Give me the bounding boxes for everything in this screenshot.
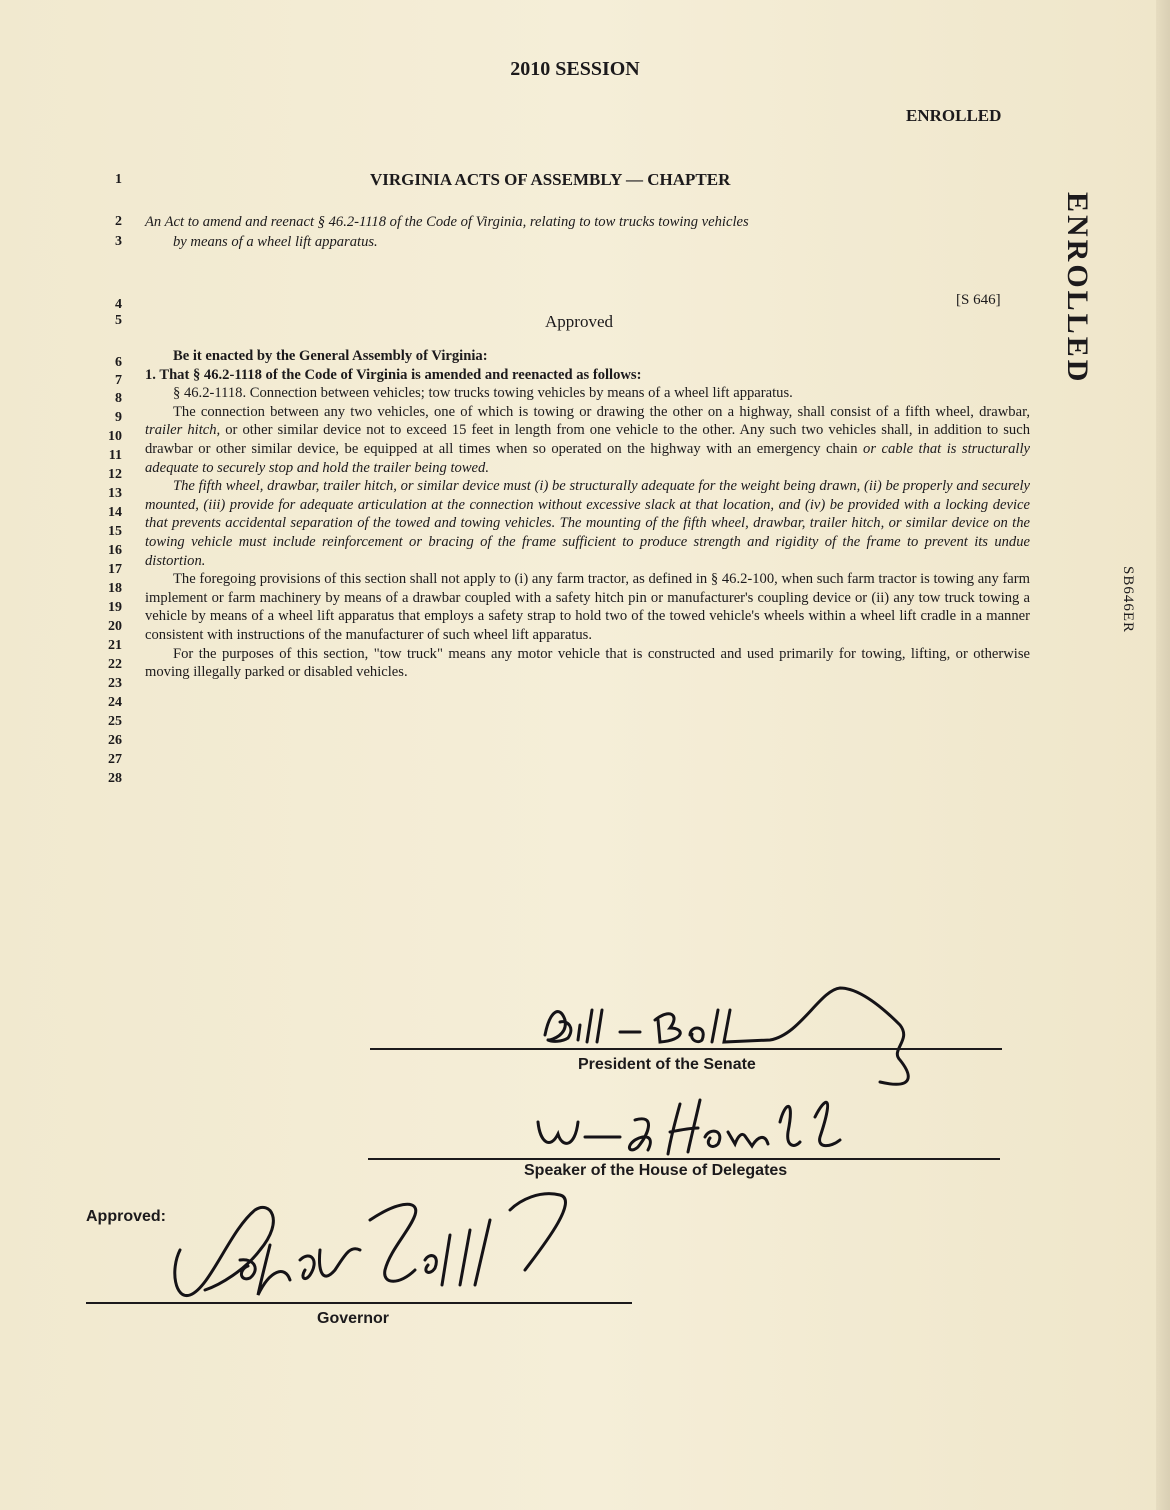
line-number: 9 xyxy=(115,410,122,425)
line-number: 15 xyxy=(108,524,122,539)
bill-body xyxy=(145,347,1030,682)
line-number: 27 xyxy=(108,752,122,767)
paragraph-text: or other similar device not to exceed 15 feet in length from one vehicle to the other. Any such two vehicles shall, in addition to such drawbar or other similar device, be equipped at all times when so operated on the highway with an emergency chain xyxy=(145,422,1030,457)
inserted-text: or cable that is structurally adequate to securely stop and hold the trailer being towed. xyxy=(145,440,1030,476)
line-number: 14 xyxy=(108,505,122,520)
line-number: 24 xyxy=(108,695,122,710)
line-number: 4 xyxy=(115,297,122,312)
enrolled-label: ENROLLED xyxy=(906,106,1002,125)
approved-label: Approved: xyxy=(86,1208,166,1225)
paragraph-1 xyxy=(145,403,1030,477)
line-number: 28 xyxy=(108,771,122,786)
side-bill-code: SB646ER xyxy=(1120,566,1136,634)
line-number: 20 xyxy=(108,619,122,634)
governor-caption: Governor xyxy=(317,1310,390,1327)
page-edge xyxy=(1156,0,1170,1510)
line-number: 13 xyxy=(108,486,122,501)
line-number: 21 xyxy=(108,638,122,653)
line-number: 5 xyxy=(115,313,122,328)
catchline-line: by means of a wheel lift apparatus. xyxy=(173,234,378,250)
paragraph-2: The fifth wheel, drawbar, trailer hitch, or similar device must (i) be structurally adequate for the weight being drawn, (ii) be properly and securely mounted, (iii) provide for adequate articulation at the connection without excessive slack at that location, and (iv) be provided with a locking device that prevents accidental separation of the towed and towing vehicles. The mounting of the fifth wheel, drawbar, trailer hitch, or similar device on the towing vehicle must include reinforcement or bracing of the frame sufficient to produce strength and rigidity of the frame to prevent its undue distortion. xyxy=(145,478,1030,569)
senate-signature-line xyxy=(370,1048,1002,1050)
line-number: 19 xyxy=(108,600,122,615)
line-number: 25 xyxy=(108,714,122,729)
line-number: 1 xyxy=(115,172,122,187)
approved-heading: Approved xyxy=(545,312,613,331)
line-number: 11 xyxy=(108,448,122,463)
enacting-clause: Be it enacted by the General Assembly of Virginia: xyxy=(173,348,488,364)
section-clause: 1. That § 46.2-1118 of the Code of Virginia is amended and reenacted as follows: xyxy=(145,366,642,383)
line-number: 17 xyxy=(108,562,122,577)
governor-signature-line xyxy=(86,1302,632,1304)
inserted-text: trailer hitch, xyxy=(145,422,221,439)
bill-catchline xyxy=(145,212,1030,252)
line-number: 8 xyxy=(115,391,122,406)
line-number: 23 xyxy=(108,676,122,691)
line-number: 12 xyxy=(108,467,122,482)
governor-signature xyxy=(160,1190,600,1330)
line-number: 2 xyxy=(115,214,122,229)
paragraph-3: The foregoing provisions of this section shall not apply to (i) any farm tractor, as defined in § 46.2-100, when such farm tractor is towing any farm implement or farm machinery by means of a drawbar coupled with a safety hitch pin or manufacturer's coupling device or (ii) any tow truck towing a vehicle by means of a wheel lift apparatus that employs a safety strap to hold two of the towed vehicle's wheels within a wheel lift cradle in a manner consistent with instructions of the manufacturer of such wheel lift apparatus. xyxy=(145,571,1030,643)
senate-caption: President of the Senate xyxy=(578,1056,756,1073)
chapter-title: VIRGINIA ACTS OF ASSEMBLY — CHAPTER xyxy=(370,170,731,189)
line-number: 26 xyxy=(108,733,122,748)
paragraph-text: The connection between any two vehicles, one of which is towing or drawing the other on a highway, shall consist of a fifth wheel, drawbar, xyxy=(173,403,1030,420)
line-number: 6 xyxy=(115,355,122,370)
line-number: 22 xyxy=(108,657,122,672)
house-signature xyxy=(530,1092,850,1162)
house-caption: Speaker of the House of Delegates xyxy=(524,1162,788,1179)
line-number: 18 xyxy=(108,581,122,596)
paragraph-4: For the purposes of this section, "tow truck" means any motor vehicle that is constructed and used primarily for towing, lifting, or otherwise moving illegally parked or disabled vehicles. xyxy=(145,645,1030,681)
side-enrolled-stamp: ENROLLED xyxy=(1061,192,1094,385)
catchline-line: An Act to amend and reenact § 46.2-1118 of the Code of Virginia, relating to tow trucks towing vehicles xyxy=(145,214,749,230)
session-heading: 2010 SESSION xyxy=(510,58,640,80)
line-number: 7 xyxy=(115,373,122,388)
house-signature-line xyxy=(368,1158,1000,1160)
line-number: 10 xyxy=(108,429,122,444)
line-number: 16 xyxy=(108,543,122,558)
section-heading: § 46.2-1118. Connection between vehicles; tow trucks towing vehicles by means of a wheel lift apparatus. xyxy=(173,385,793,402)
line-number: 3 xyxy=(115,234,122,249)
bill-number: [S 646] xyxy=(956,292,1001,308)
